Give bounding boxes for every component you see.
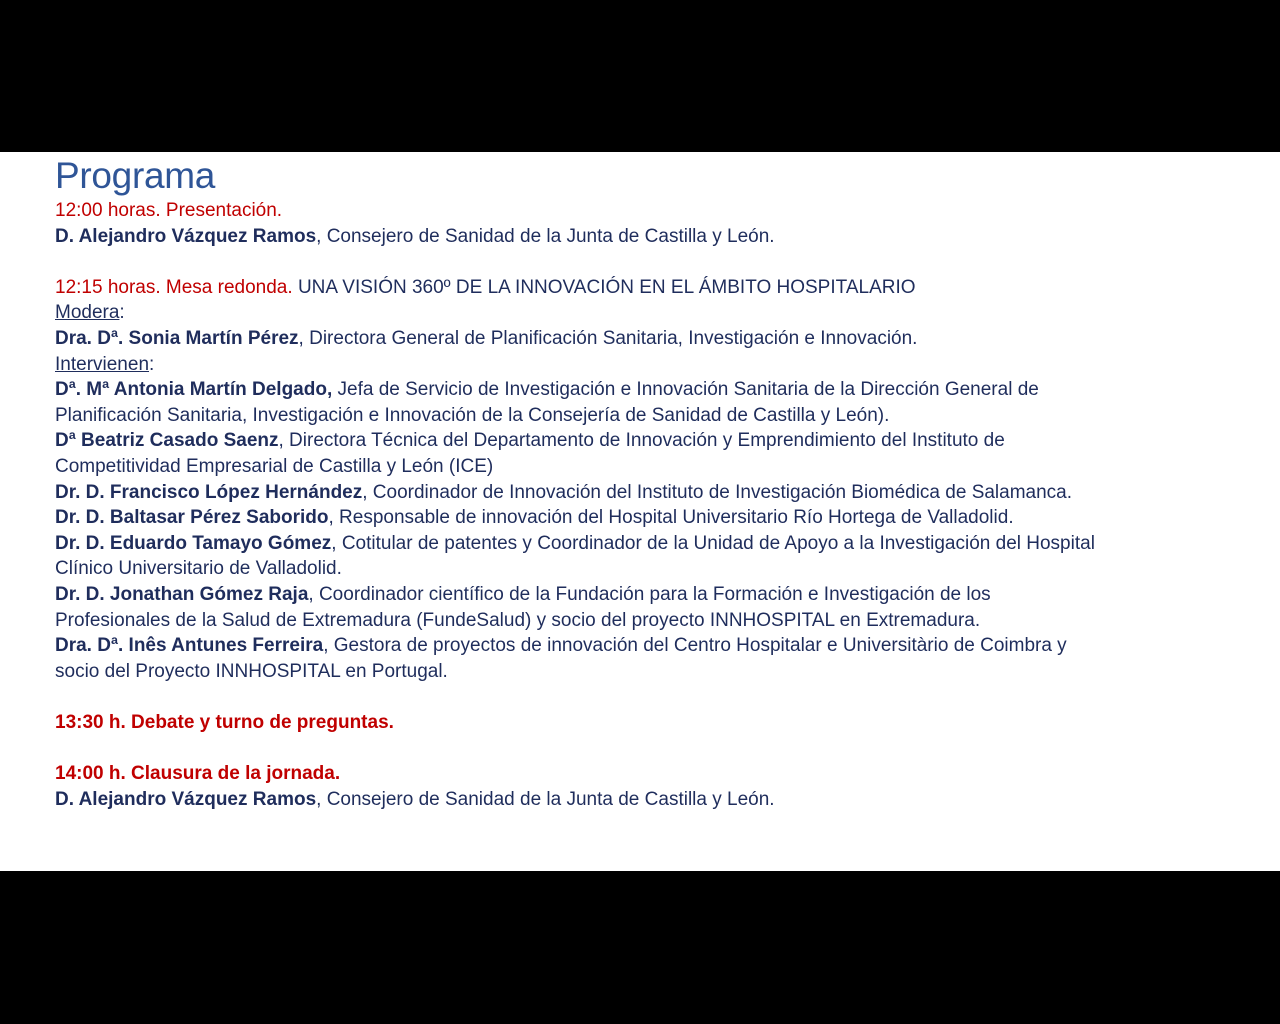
speaker-role-cont: Clínico Universitario de Valladolid. [55, 558, 342, 580]
speaker-role: , Coordinador de Innovación del Instituto de Investigación Biomédica de Salamanca. [362, 481, 1073, 503]
speaker-role-cont: socio del Proyecto INNHOSPITAL en Portugal. [55, 660, 448, 682]
speaker-role-cont: Profesionales de la Salud de Extremadura (FundeSalud) y socio del proyecto INNHOSPITAL en Extremadura. [55, 609, 981, 631]
presenter-role: , Consejero de Sanidad de la Junta de Castilla y León. [316, 225, 775, 247]
spacer [55, 684, 1225, 710]
speakers-label-line: Intervienen: [55, 353, 155, 375]
speaker-role-cont: Planificación Sanitaria, Investigación e Innovación de la Consejería de Sanidad de Castilla y León). [55, 404, 890, 426]
speaker-name: Dr. D. Francisco López Hernández [55, 481, 363, 503]
moderator-line [55, 326, 1225, 352]
speaker-role: , Gestora de proyectos de innovación del Centro Hospitalar e Universitàrio de Coimbra y [323, 635, 1067, 657]
speaker-name: Dª Beatriz Casado Saenz [55, 430, 279, 452]
closing-speaker-name: D. Alejandro Vázquez Ramos [55, 788, 317, 810]
speaker-name: Dª. Mª Antonia Martín Delgado, [55, 379, 333, 401]
program-content [55, 156, 1225, 812]
speaker-role: Jefa de Servicio de Investigación e Innovación Sanitaria de la Dirección General de [332, 379, 1039, 401]
speaker-name: Dra. Dª. Inês Antunes Ferreira [55, 635, 324, 657]
presenter-line [55, 224, 1225, 250]
speakers-label: Intervienen [55, 353, 150, 375]
speaker-role-cont: Competitividad Empresarial de Castilla y León (ICE) [55, 455, 494, 477]
spacer [55, 249, 1225, 275]
moderator-role: , Directora General de Planificación Sanitaria, Investigación e Innovación. [298, 327, 918, 349]
presenter-name: D. Alejandro Vázquez Ramos [55, 225, 317, 247]
spacer [55, 735, 1225, 761]
speaker-name: Dr. D. Baltasar Pérez Saborido [55, 507, 329, 529]
speaker-role: , Directora Técnica del Departamento de Innovación y Emprendimiento del Instituto de [278, 430, 1005, 452]
speaker-entry [55, 377, 1225, 428]
speaker-role: , Coordinador científico de la Fundación para la Formación e Investigación de los [308, 583, 991, 605]
speaker-role: , Cotitular de patentes y Coordinador de la Unidad de Apoyo a la Investigación del Hospital [331, 532, 1095, 554]
debate-heading-line [55, 710, 1225, 736]
moderates-label-line: Modera: [55, 302, 125, 324]
speaker-entry [55, 531, 1225, 582]
speaker-entry [55, 505, 1225, 531]
speaker-name: Dr. D. Eduardo Tamayo Gómez [55, 532, 332, 554]
page-title: Programa [55, 155, 216, 196]
round-table-heading [55, 275, 1225, 301]
round-table-topic: UNA VISIÓN 360º DE LA INNOVACIÓN EN EL ÁMBITO HOSPITALARIO [292, 276, 916, 298]
closing-speaker-line [55, 787, 1225, 813]
speaker-role: , Responsable de innovación del Hospital Universitario Río Hortega de Valladolid. [328, 507, 1014, 529]
speaker-entry [55, 582, 1225, 633]
closing-heading-line [55, 761, 1225, 787]
slide [0, 152, 1280, 871]
speaker-entry [55, 428, 1225, 479]
speaker-entry [55, 633, 1225, 684]
closing-speaker-role: , Consejero de Sanidad de la Junta de Castilla y León. [316, 788, 775, 810]
session-presentation-heading [55, 198, 1225, 224]
speaker-entry [55, 480, 1225, 506]
moderates-label: Modera [55, 302, 120, 324]
moderator-name: Dra. Dª. Sonia Martín Pérez [55, 327, 299, 349]
speaker-name: Dr. D. Jonathan Gómez Raja [55, 583, 309, 605]
session-heading: 14:00 h. Clausura de la jornada. [55, 763, 341, 785]
session-heading: 13:30 h. Debate y turno de preguntas. [55, 711, 394, 733]
session-heading: 12:00 horas. Presentación. [55, 200, 283, 221]
session-heading: 12:15 horas. Mesa redonda. [55, 276, 293, 298]
